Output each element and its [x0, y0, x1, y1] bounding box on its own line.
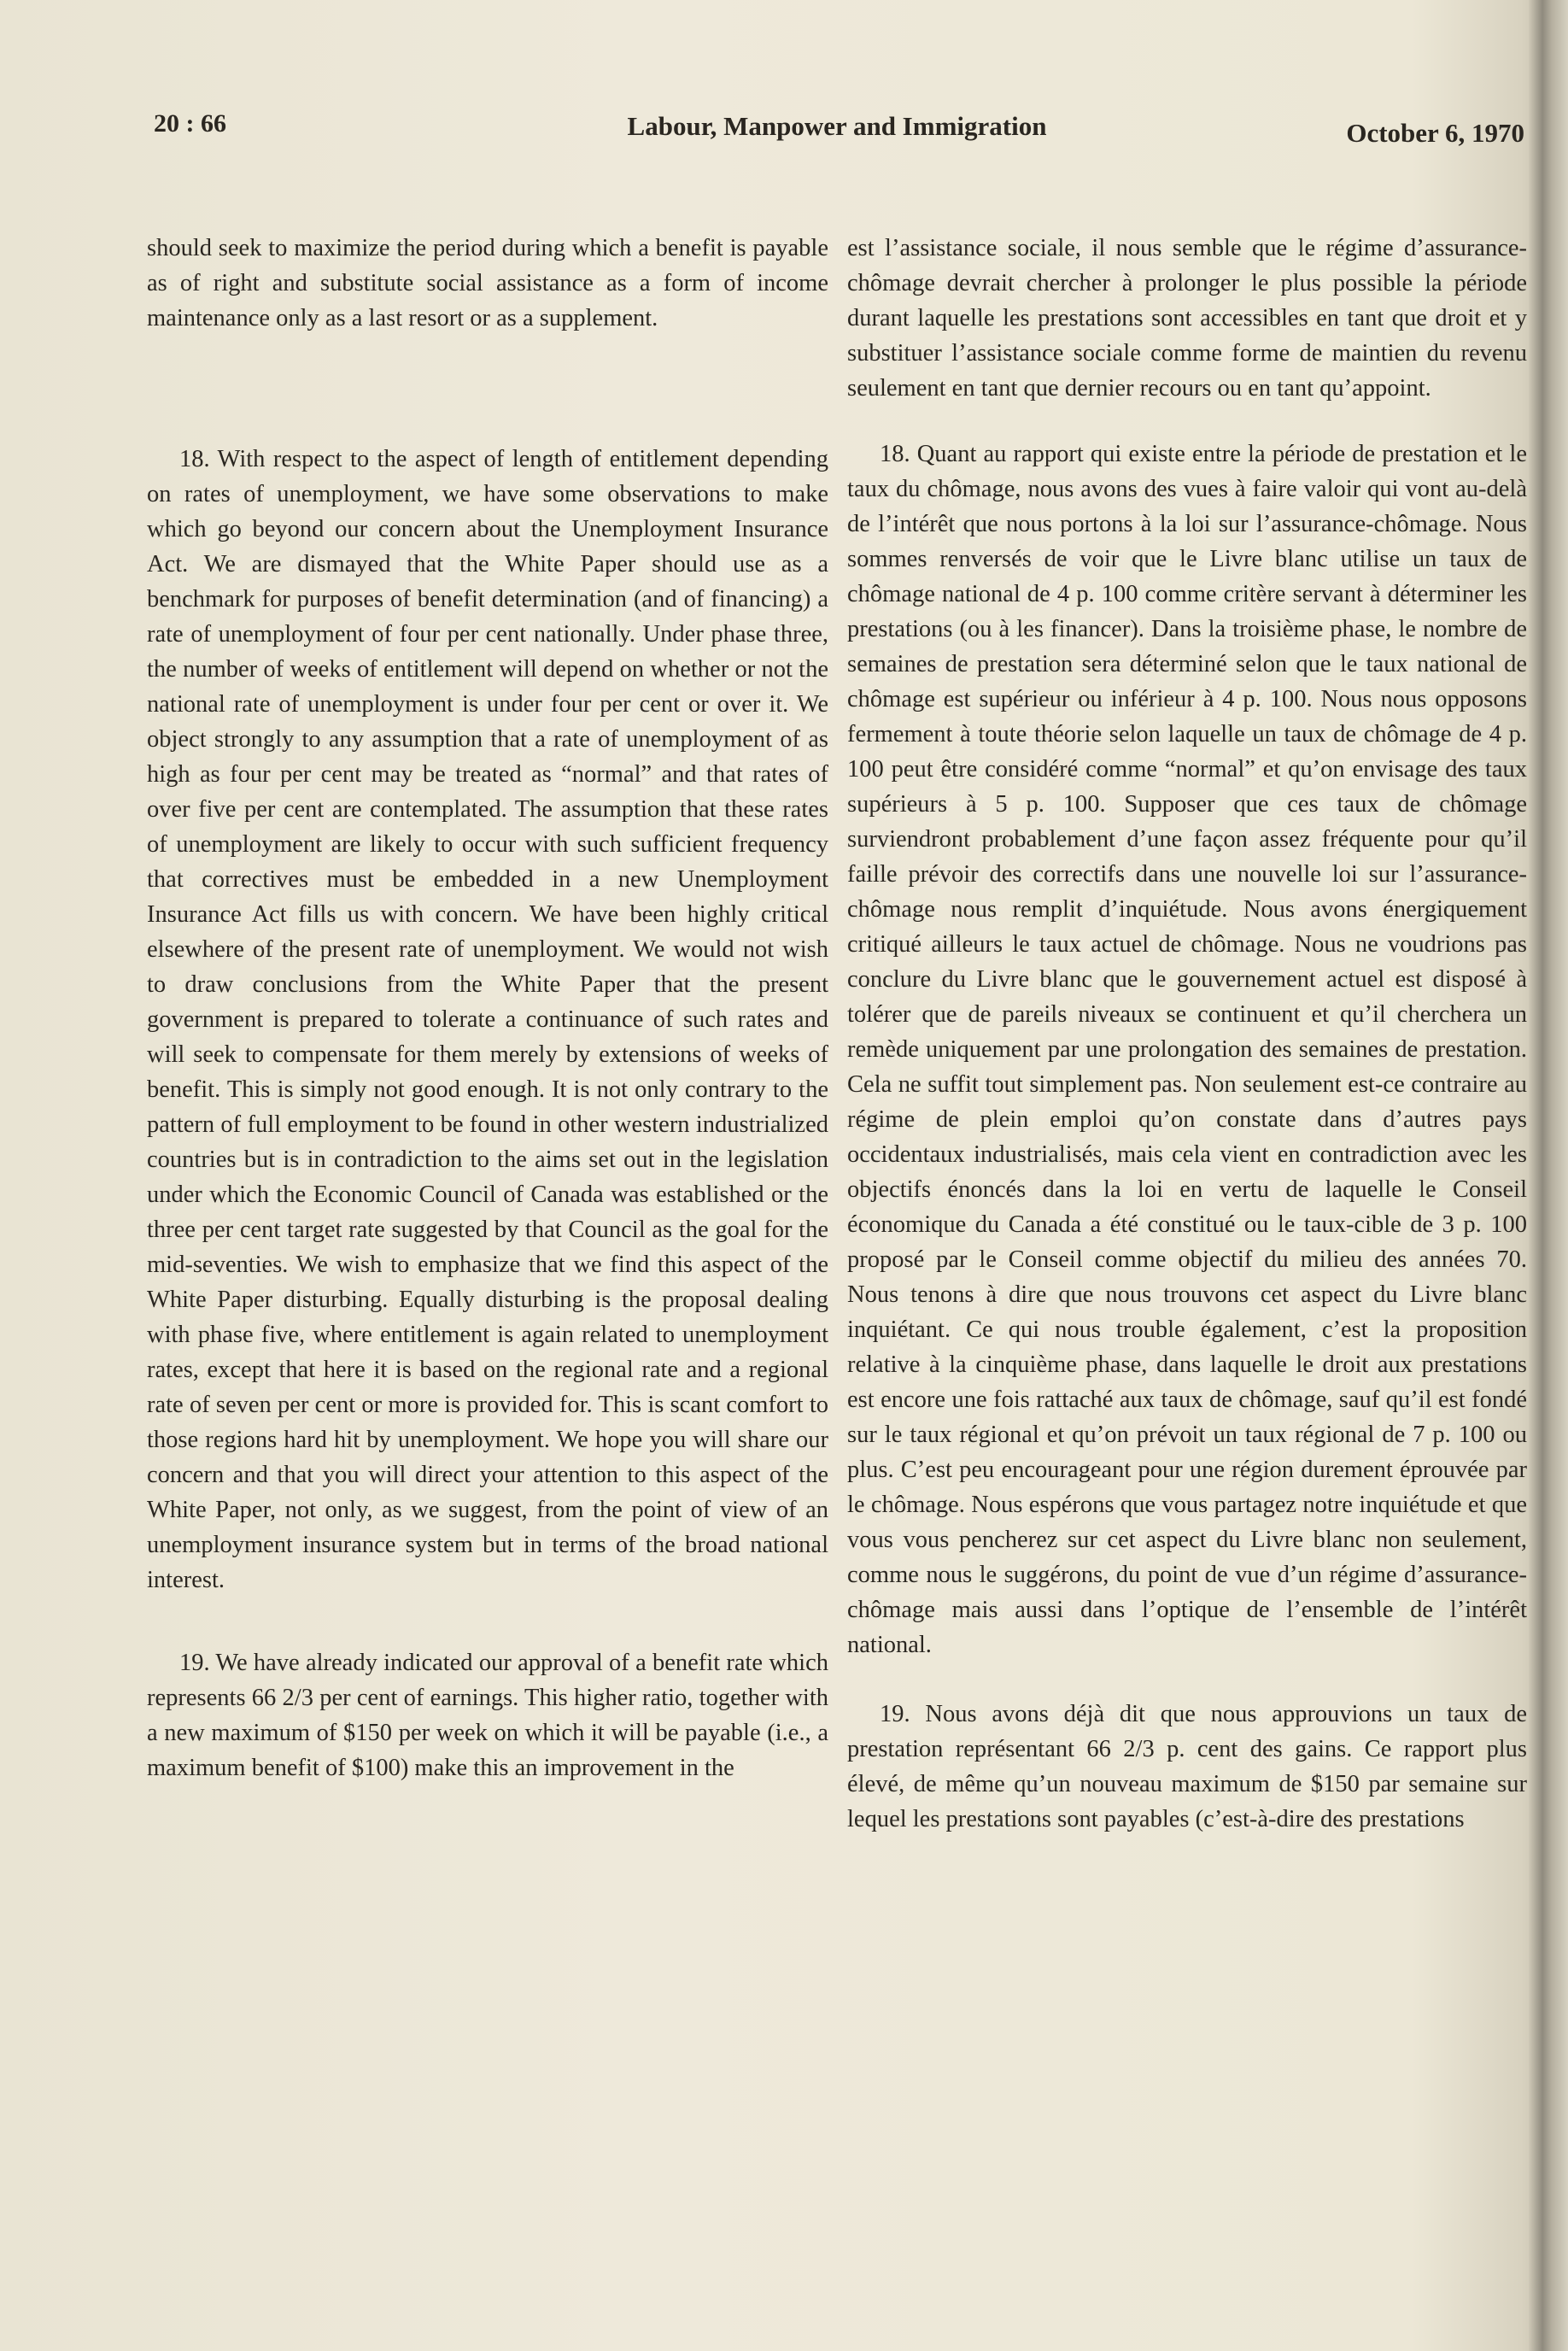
english-paragraph-18: 18. With respect to the aspect of length of entitlement depending on rates of unemployment, we have some observations to make which go beyond our concern about the Unemployment Insurance Act. We are dismayed that the White Paper should use as a benchmark for purposes of benefit determination (and of financing) a rate of unemployment of four per cent nationally. Under phase three, the number of weeks of entitlement will depend on whether or not the national rate of unemployment is under four per cent or over it. We object strongly to any assumption that a rate of unemployment of as high as four per cent may be treated as “normal” and that rates of over five per cent are contemplated. The assumption that these rates of unemployment are likely to occur with such sufficient frequency that correctives must be embedded in a new Unemployment Insurance Act fills us with concern. We have been highly critical elsewhere of the present rate of unemployment. We would not wish to draw conclusions from the White Paper that the present government is prepared to tolerate a continuance of such rates and will seek to compensate for them merely by extensions of weeks of benefit. This is simply not good enough. It is not only contrary to the pattern of full employment to be found in other western industrialized countries but is in contradiction to the aims set out in the legislation under which the Economic Council of Canada was established or the three per cent target rate suggested by that Council as the goal for the mid-seventies. We wish to emphasize that we find this aspect of the White Paper disturbing. Equally disturbing is the proposal dealing with phase five, where entitlement is again related to unemployment rates, except that here it is based on the regional rate and a regional rate of seven per cent or more is provided for. This is scant comfort to those regions hard hit by unemployment. We hope you will share our concern and that you will direct your attention to this aspect of the White Paper, not only, as we suggest, from the point of view of an unemployment insurance system but in terms of the broad national interest. — [147, 446, 828, 1593]
running-title: Labour, Manpower and Immigration — [627, 111, 1047, 141]
french-column — [847, 231, 1527, 1837]
page-number: 20 : 66 — [154, 109, 226, 138]
english-column — [147, 231, 828, 1785]
french-paragraph-18: 18. Quant au rapport qui existe entre la période de prestation et le taux du chômage, nous avons des vues à faire valoir qui vont au-delà de l’intérêt que nous portons à la loi sur l’assurance-chômage. Nous sommes renversés de voir que le Livre blanc utilise un taux de chômage national de 4 p. 100 comme critère servant à déterminer les prestations (ou à les financer). Dans la troisième phase, le nombre de semaines de prestation sera déterminé selon que le taux national de chômage est supérieur ou inférieur à 4 p. 100. Nous nous opposons fermement à toute théorie selon laquelle un taux de chômage de 4 p. 100 peut être considéré comme “normal” et qu’on envisage des taux supérieurs à 5 p. 100. Supposer que ces taux de chômage surviendront probablement d’une façon assez fréquente pour qu’il faille prévoir des correctifs dans une nouvelle loi sur l’assurance-chômage nous remplit d’inquiétude. Nous avons énergiquement critiqué ailleurs le taux actuel de chômage. Nous ne voudrions pas conclure du Livre blanc que le gouvernement actuel est disposé à tolérer que de pareils niveaux se continuent et qu’il cherchera un remède uniquement par une prolongation des semaines de prestation. Cela ne suffit tout simplement pas. Non seulement est-ce contraire au régime de plein emploi qu’on constate dans d’autres pays occidentaux industrialisés, mais cela vient en contradiction avec les objectifs énoncés dans la loi en vertu de laquelle le Conseil économique du Canada a été constitué ou le taux-cible de 3 p. 100 proposé par le Conseil comme objectif du milieu des années 70. Nous tenons à dire que nous trouvons cet aspect du Livre blanc inquiétant. Ce qui nous trouble également, c’est la proposition relative à la cinquième phase, dans laquelle le droit aux prestations est encore une fois rattaché aux taux de chômage, sauf qu’il est fondé sur le taux régional et qu’on prévoit un taux régional de 7 p. 100 ou plus. C’est peu encourageant pour une région durement éprouvée par le chômage. Nous espérons que vous partagez notre inquiétude et que vous vous pencherez sur cet aspect du Livre blanc non seulement, comme nous le suggérons, du point de vue d’un régime d’assurance-chômage mais aussi dans l’optique de l’ensemble de l’intérêt national. — [847, 441, 1527, 1658]
english-intro-paragraph: should seek to maximize the period during which a benefit is payable as of right and substitute social assistance as a form of income maintenance only as a last resort or as a supplement. — [147, 235, 828, 331]
header-date: October 6, 1970 — [1346, 118, 1524, 148]
book-spine-shadow — [1529, 0, 1568, 2351]
french-intro-paragraph: est l’assistance sociale, il nous semble que le régime d’assurance-chômage devrait chercher à prolonger le plus possible la période durant laquelle les prestations sont accessibles en tant que droit et y substituer l’assistance sociale comme forme de maintien du revenu seulement en tant que dernier recours ou en tant qu’appoint. — [847, 235, 1527, 402]
running-header — [145, 109, 1529, 152]
french-paragraph-19: 19. Nous avons déjà dit que nous approuvions un taux de prestation représentant 66 2/3 p. cent des gains. Ce rapport plus élevé, de même qu’un nouveau maximum de $150 par semaine sur lequel les prestations sont payables (c’est-à-dire des prestations — [847, 1701, 1527, 1832]
english-paragraph-19: 19. We have already indicated our approval of a benefit rate which represents 66 2/3 per cent of earnings. This higher ratio, together with a new maximum of $150 per week on which it will be payable (i.e., a maximum benefit of $100) make this an improvement in the — [147, 1650, 828, 1781]
